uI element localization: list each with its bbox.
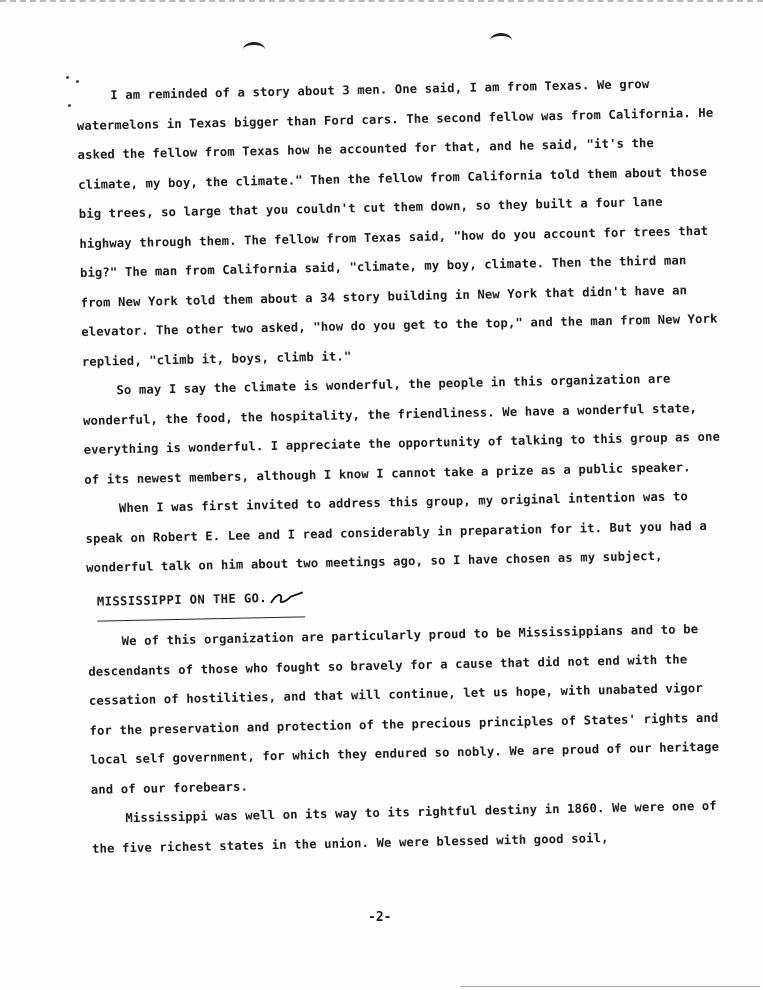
speck xyxy=(66,76,69,79)
speck xyxy=(68,104,71,107)
binder-hole-mark-left xyxy=(243,42,265,57)
paragraph-destiny: Mississippi was well on its way to its rightful destiny in 1860. We were one of the five richest states in the union. We were blessed with good soil, xyxy=(91,798,717,856)
paragraph-subject: When I was first invited to address this group, my original intention was to speak on Robert E. Lee and I read considerably in preparation for it. But you had a wonderful talk on him about two meetings ago, so I have chosen as my subject, xyxy=(85,489,708,575)
perforation-edge xyxy=(0,0,763,10)
pen-scribble-icon xyxy=(269,590,305,605)
speech-title-text: MISSISSIPPI ON THE GO. xyxy=(96,590,268,609)
speech-title xyxy=(97,583,306,622)
page-number: -2- xyxy=(368,910,392,925)
paragraph-story: I am reminded of a story about 3 men. One said, I am from Texas. We grow watermelons in Texas bigger than Ford cars. The second fellow was from California. He asked the fellow from Texas how he accounted for that, and he said, "it's the climate, my boy, the climate." Then the fellow from California told them about those big trees, so large that you couldn't cut them down, so they built a four lane highway through them. The fellow from Texas said, "how do you account for trees that big?" The man from California said, "climate, my boy, climate. Then the third man from New York told them about a 34 story building in New York that didn't have an elevator. The other two asked, "how do you get to the top," and the man from New York replied, "climb it, boys, climb it." xyxy=(76,76,718,369)
paragraph-pride: We of this organization are particularly proud to be Mississippians and to be descendants of those who fought so bravely for a cause that did not end with the cessation of hostilities, and that will continue, let us hope, with unabated vigor for the preservation and protection of the precious principles of States' rights and local self government, for which they endured so nobly. We are proud of our heritage and of our forebears. xyxy=(88,622,720,797)
paragraph-climate: So may I say the climate is wonderful, the people in this organization are wonderful, the food, the hospitality, the friendliness. We have a wonderful state, everything is wonderful. I appreciate the opportunity of talking to this group as one of its newest members, although I know I cannot take a prize as a public speaker. xyxy=(82,371,721,487)
speech-body xyxy=(76,69,732,864)
binder-hole-mark-right xyxy=(490,33,512,48)
bottom-edge-line xyxy=(460,986,760,987)
